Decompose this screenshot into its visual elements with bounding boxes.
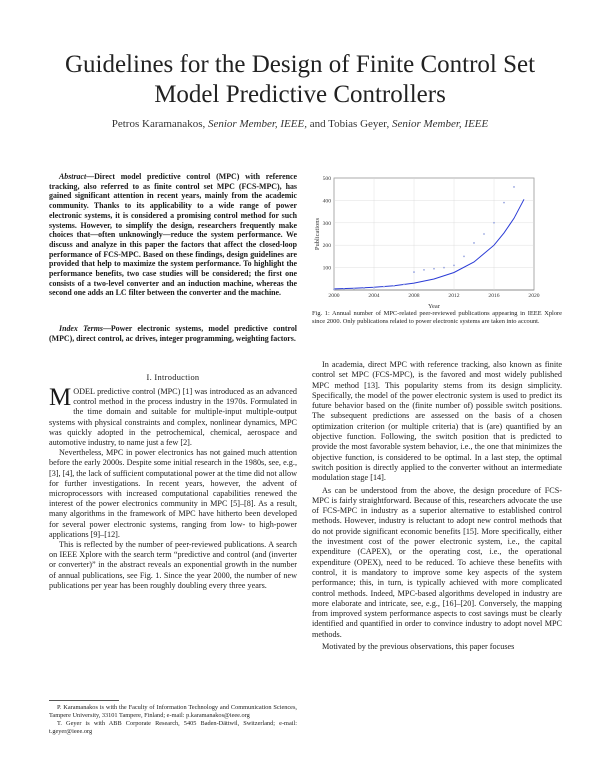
data-point — [333, 288, 335, 290]
intro-paragraph-2: Nevertheless, MPC in power electronics has not gained much attention before the early 2000s. Despite some initial research in the 1980s, see, e.g., [3], [4], the lack of sufficient computational power at the time did not allow for further investigations. In recent years, however, the advent of microprocessors with increased computational capabilities renewed the interest of the power electronics community in MPC [5]–[8]. As a result, many algorithms in the framework of MPC have hitherto been developed for several power electronic systems, ranging from low- to high-power applications [9]–[12]. — [49, 448, 297, 539]
x-axis-label: Year — [428, 303, 440, 310]
intro-paragraph-1 — [49, 384, 297, 448]
intro-paragraph-1-text: ODEL predictive control (MPC) [1] was introduced as an advanced control method in the process industry in the 1970s. Formulated in the time domain and suitable for multiple-input multiple-output systems with physical constraints and complex, nonlinear dynamics, MPC was quickly adopted in the petrochemical, chemical, aerospace and automotive industry, to name just a few [2]. — [49, 387, 297, 448]
x-tick-label: 2012 — [448, 293, 460, 299]
y-tick-label: 400 — [322, 198, 331, 205]
introduction-body — [49, 384, 297, 591]
data-point — [473, 242, 475, 244]
author-2-name: and Tobias Geyer, — [309, 118, 390, 130]
footnote-1: P. Karamanakos is with the Faculty of Information Technology and Communication Sciences, Tampere University, 33101 Tampere, Finland; e-mail: p.karamanakos@ieee.org — [49, 704, 297, 719]
data-point — [513, 186, 515, 188]
footnote-divider — [49, 700, 119, 701]
axis-ticks — [323, 176, 540, 299]
index-terms-text: —Power electronic systems, model predictive control (MPC), direct control, ac drives, integer programming, weighting factors. — [49, 324, 297, 343]
x-tick-label: 2020 — [528, 293, 540, 299]
data-point — [443, 267, 445, 269]
section-heading: I. Introduction — [146, 373, 200, 382]
data-point — [403, 284, 405, 286]
right-paragraph-2: As can be understood from the above, the design procedure of FCS-MPC is fairly straightforward. Because of this, researchers advocate the use of FCS-MPC in industry as a superior alternative to established control methods. However, industry is reluctant to adopt new control methods that do not provide significant economic benefits [15]. More specifically, either the investment cost of the power electronic system, i.e., the capital expenditure (CAPEX), or the operating cost, i.e., the operational expenditure (OPEX), need to be reduced. To achieve these benefits with control, it is mandatory to improve some key aspects of the system performance; this, in turn, is typically achieved with more complicated control methods. Indeed, MPC-based algorithms developed in industry are more elaborate and intricate, see, e.g., [16]–[20]. Conversely, the mapping from improved system performance aspects to cost savings must be clearly identified and quantified in order to convince industry to adopt novel MPC methods. — [312, 485, 562, 639]
data-point — [483, 233, 485, 235]
x-tick-label: 2000 — [328, 293, 340, 299]
data-point — [493, 222, 495, 224]
data-point — [503, 202, 505, 204]
data-point — [433, 268, 435, 270]
right-paragraph-3: Motivated by the previous observations, this paper focuses — [322, 642, 515, 652]
data-point — [393, 285, 395, 287]
data-points — [333, 186, 515, 290]
data-point — [423, 269, 425, 271]
data-point — [373, 287, 375, 289]
data-point — [383, 286, 385, 288]
fit-line — [334, 199, 524, 289]
index-terms-label: Index Terms — [59, 324, 103, 333]
x-tick-label: 2008 — [408, 293, 420, 299]
abstract — [49, 172, 297, 298]
data-point — [353, 288, 355, 290]
author-1-role: Senior Member, IEEE, — [207, 118, 307, 130]
x-tick-label: 2004 — [368, 293, 380, 299]
right-column-body — [312, 360, 562, 652]
figure-1 — [312, 172, 562, 310]
publications-chart — [312, 172, 562, 310]
paper-title: Guidelines for the Design of Finite Control Set Model Predictive Controllers — [64, 51, 536, 108]
author-1-name: Petros Karamanakos, — [111, 118, 206, 130]
data-point — [463, 256, 465, 258]
data-point — [343, 288, 345, 290]
index-terms — [49, 324, 297, 343]
plot-frame — [334, 178, 534, 290]
y-tick-label: 500 — [322, 176, 331, 182]
data-point — [453, 264, 455, 266]
data-point — [413, 271, 415, 273]
drop-cap: M — [49, 384, 72, 411]
y-tick-label: 100 — [322, 265, 331, 272]
footnote-2: T. Geyer is with ABB Corporate Research, 5405 Baden-Dättwil, Switzerland; e-mail: t.geyer@ieee.org — [49, 720, 297, 735]
footnotes — [49, 704, 297, 736]
x-tick-label: 2016 — [488, 293, 500, 299]
right-paragraph-1: In academia, direct MPC with reference tracking, also known as finite control set MPC (FCS-MPC), is the favored and most widely published MPC method [13]. This popularity stems from its design simplicity. Specifically, the model of the power electronic system is used to predict its future behavior based on the (finite number of) possible switch positions. The subsequent predictions are assessed on the basis of a chosen optimization criterion (or multiple criteria) that is (are) quantified by an objective function. Following, the switch position that is predicted to provide the most favorable system behavior, i.e., the one that minimizes the objective function, is considered to be optimal. In a last step, the optimal switch position is directly applied to the converter without an intermediate modulation stage [14]. — [312, 360, 562, 483]
figure-caption: Fig. 1: Annual number of MPC-related peer-reviewed publications appearing in IEEE Xplore since 2000. Only publications related to power electronic systems are taken into account. — [312, 310, 562, 325]
grid-lines — [334, 178, 534, 290]
y-tick-label: 300 — [322, 220, 331, 227]
abstract-text: —Direct model predictive control (MPC) with reference tracking, also referred to as finite control set MPC (FCS-MPC), has gained significant attention in recent years, mainly from the academic community. Thanks to its applicability to a wide range of power electronic systems, it is considered a promising control method for such systems. However, to simplify the design, researchers frequently make choices that—often unknowingly—reduce the system performance. We discuss and analyze in this paper the factors that affect the closed-loop performance of FCS-MPC. Based on these findings, design guidelines are provided that help to maximize the system performance. To highlight the performance benefits, two case studies will be considered; the first one consists of a two-level converter and an induction machine, whereas the second one adds an LC filter between the converter and the machine. — [49, 172, 297, 298]
author-2-role: Senior Member, IEEE — [392, 118, 489, 130]
author-line — [40, 118, 560, 130]
data-point — [363, 287, 365, 289]
abstract-label: Abstract — [59, 172, 87, 181]
intro-paragraph-3: This is reflected by the number of peer-reviewed publications. A search on IEEE Xplore with the search term “predictive and control (and (inverter or converter)” in the abstract reveals an exponential growth in the number of annual publications, see Fig. 1. Since the year 2000, the number of new publications per year has been roughly doubling every three years. — [49, 540, 297, 590]
y-tick-label: 200 — [322, 243, 331, 250]
y-axis-label: Publications — [314, 217, 321, 251]
